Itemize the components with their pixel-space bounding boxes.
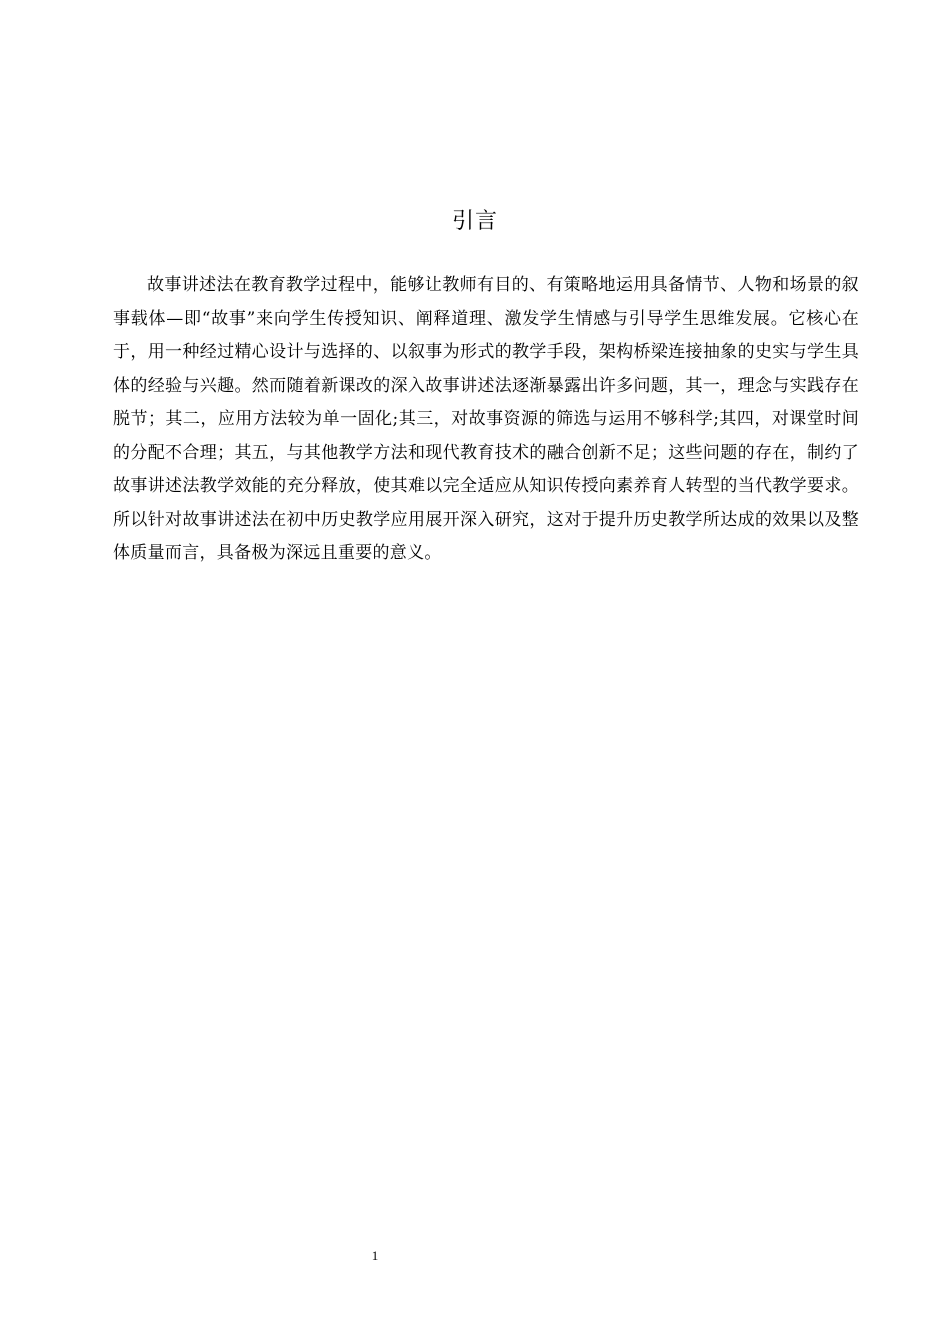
body-paragraph: 故事讲述法在教育教学过程中，能够让教师有目的、有策略地运用具备情节、人物和场景的叙事载体—即“故事”来向学生传授知识、阐释道理、激发学生情感与引导学生思维发展。它核心在于，用一种经过精心设计与选择的、以叙事为形式的教学手段，架构桥梁连接抽象的史实与学生具体的经验与兴趣。然而随着新课改的深入故事讲述法逐渐暴露出许多问题，其一，理念与实践存在脱节；其二，应用方法较为单一固化;其三，对故事资源的筛选与运用不够科学;其四，对课堂时间的分配不合理；其五，与其他教学方法和现代教育技术的融合创新不足；这些问题的存在，制约了故事讲述法教学效能的充分释放，使其难以完全适应从知识传授向素养育人转型的当代教学要求。所以针对故事讲述法在初中历史教学应用展开深入研究，这对于提升历史教学所达成的效果以及整体质量而言，具备极为深远且重要的意义。 [113,275,859,563]
page-number: 1 [371,1248,379,1263]
section-title: 引言 [451,209,498,234]
